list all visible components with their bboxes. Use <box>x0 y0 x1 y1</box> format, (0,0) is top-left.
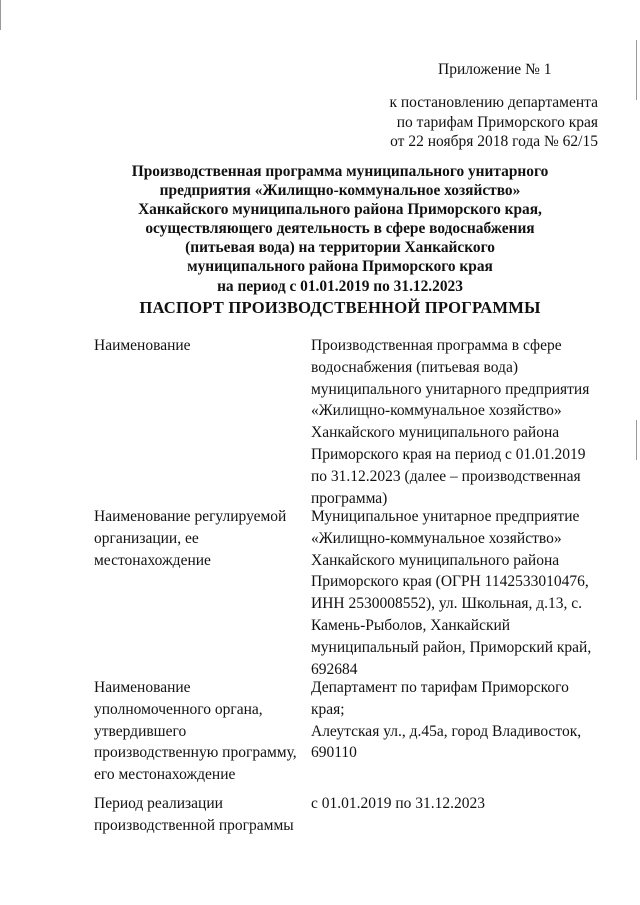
value-line: 692684 <box>311 660 358 678</box>
value-line: Ханкайского муниципального района <box>311 551 560 569</box>
label-line: организации, ее <box>94 529 199 547</box>
program-title-line: (питьевая вода) на территории Ханкайского <box>185 239 495 257</box>
program-title-line: Ханкайского муниципального района Приморского края, <box>138 201 542 219</box>
value-line: с 01.01.2019 по 31.12.2023 <box>311 795 486 812</box>
value-line: Производственная программа в сфере <box>311 337 562 354</box>
passport-row-value <box>311 793 601 815</box>
passport-row-value <box>311 677 601 764</box>
value-line: водоснабжения (питьевая вода) <box>311 358 518 376</box>
value-line: муниципальный район, Приморский край, <box>311 638 592 656</box>
passport-row-label <box>94 506 304 571</box>
value-line: программа) <box>311 489 388 507</box>
value-line: по 31.12.2023 (далее – производственная <box>311 467 581 485</box>
value-line: «Жилищно-коммунальное хозяйство» <box>311 529 562 547</box>
program-title-line: Производственная программа муниципального унитарного <box>131 163 549 180</box>
passport-row-label <box>94 335 304 357</box>
label-line: его местонахождение <box>94 766 236 784</box>
value-line: Ханкайского муниципального района <box>311 424 560 442</box>
program-title-line: на период с 01.01.2019 по 31.12.2023 <box>217 277 463 295</box>
program-title-line: осуществляющего деятельность в сфере водоснабжения <box>145 220 535 238</box>
value-line: 690110 <box>311 744 357 762</box>
program-title-line: предприятия «Жилищно-коммунальное хозяйство» <box>159 182 521 200</box>
program-title <box>120 162 560 296</box>
value-line: Муниципальное унитарное предприятие <box>311 508 580 525</box>
label-line: уполномоченного органа, <box>94 700 263 718</box>
program-title-line: муниципального района Приморского края <box>187 258 493 276</box>
label-line: Наименование <box>94 337 191 354</box>
passport-row-label <box>94 677 304 786</box>
value-line: Приморского края на период с 01.01.2019 <box>311 445 586 463</box>
label-line: производственной программы <box>94 816 294 834</box>
passport-row-value <box>311 506 601 680</box>
scan-edge-mark <box>0 0 1 30</box>
appendix-note-line: к постановлению департамента <box>389 94 598 111</box>
appendix-note <box>358 93 598 152</box>
scan-edge-mark <box>636 40 637 100</box>
label-line: Наименование <box>94 679 191 696</box>
label-line: производственную программу, <box>94 744 297 762</box>
value-line: Камень-Рыболов, Ханкайский <box>311 616 511 634</box>
value-line: муниципального унитарного предприятия <box>311 380 590 398</box>
scan-edge-mark <box>636 420 637 460</box>
label-line: местонахождение <box>94 551 211 569</box>
passport-row-label <box>94 793 304 837</box>
appendix-note-line: от 22 ноября 2018 года № 62/15 <box>390 133 598 150</box>
value-line: Департамент по тарифам Приморского <box>311 679 569 696</box>
appendix-note-line: по тарифам Приморского края <box>396 113 598 131</box>
appendix-number: Приложение № 1 <box>438 61 552 78</box>
value-line: «Жилищно-коммунальное хозяйство» <box>311 402 562 420</box>
label-line: Период реализации <box>94 795 223 812</box>
value-line: ИНН 2530008552), ул. Школьная, д.13, с. <box>311 595 582 613</box>
passport-row-value <box>311 335 601 509</box>
value-line: края; <box>311 700 345 718</box>
value-line: Алеутская ул., д.45а, город Владивосток, <box>311 722 582 740</box>
label-line: Наименование регулируемой <box>94 508 287 525</box>
passport-title: ПАСПОРТ ПРОИЗВОДСТВЕННОЙ ПРОГРАММЫ <box>139 298 541 317</box>
label-line: утвердившего <box>94 722 187 740</box>
value-line: Приморского края (ОГРН 1142533010476, <box>311 573 589 591</box>
